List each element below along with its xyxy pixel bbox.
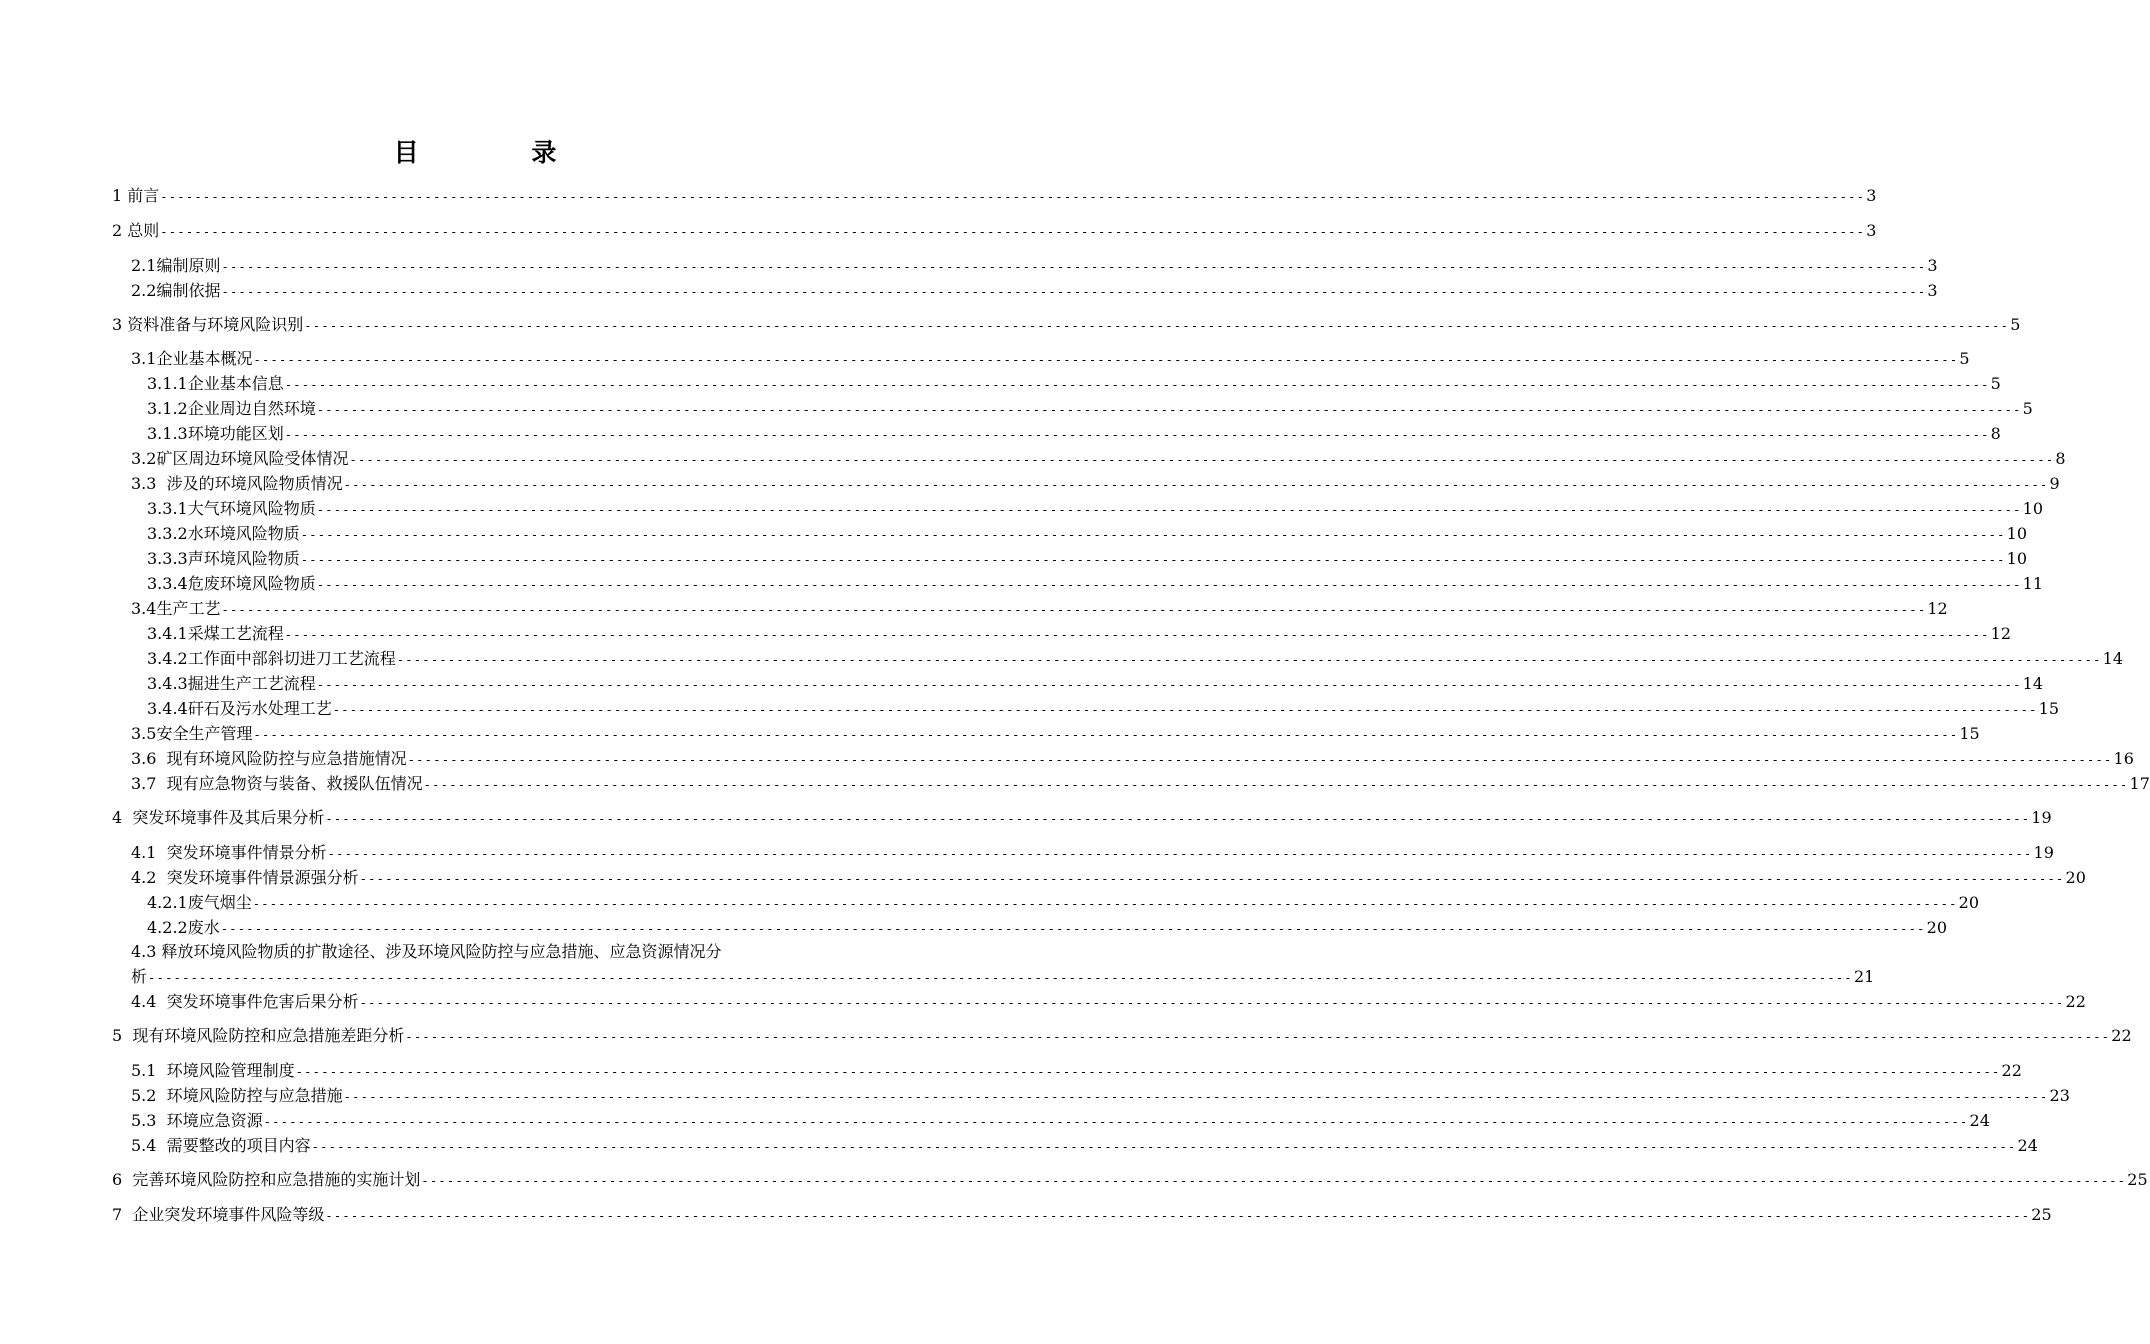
toc-entry-page: 12 [1990,624,2011,643]
toc-entry-page: 9 [2049,474,2060,493]
toc-entry-label: 5.3 环境应急资源 [131,1111,263,1130]
toc-entry-label: 4.2.2废水 [147,918,220,937]
toc-leader: -------------------------------------------------------------------------------------------------------------------------------------------------------------------------------------------------------- [304,319,2010,333]
toc-entry-label: 3.5安全生产管理 [131,724,253,743]
toc-leader: -------------------------------------------------------------------------------------------------------------------------------------------------------------------------------------------------------- [311,1140,2017,1154]
toc-entry-wrapped-label[interactable]: 4.3 释放环境风险物质的扩散途径、涉及环境风险防控与应急措施、应急资源情况分 [131,942,722,961]
toc-entry-label: 3.3.3声环境风险物质 [147,549,300,568]
toc-leader: -------------------------------------------------------------------------------------------------------------------------------------------------------------------------------------------------------- [316,403,2022,417]
toc-entry-label: 3.7 现有应急物资与装备、救援队伍情况 [131,774,423,793]
toc-entry[interactable] [112,1026,2132,1046]
toc-leader: -------------------------------------------------------------------------------------------------------------------------------------------------------------------------------------------------------- [160,225,1866,239]
toc-leader: -------------------------------------------------------------------------------------------------------------------------------------------------------------------------------------------------------- [325,812,2031,826]
toc-leader: -------------------------------------------------------------------------------------------------------------------------------------------------------------------------------------------------------- [300,553,2006,567]
toc-entry[interactable] [147,624,2011,644]
toc-entry-page: 10 [2006,549,2027,568]
toc-entry[interactable] [131,599,1948,619]
toc-entry-label: 3.1.1企业基本信息 [147,374,284,393]
toc-entry-page: 12 [1927,599,1948,618]
toc-entry-page: 24 [2017,1136,2038,1155]
toc-entry-page: 25 [2127,1170,2148,1189]
toc-entry-label: 3.4.4矸石及污水处理工艺 [147,699,332,718]
toc-entry[interactable] [131,1136,2038,1156]
toc-entry-page: 5 [1990,374,2001,393]
toc-entry[interactable] [147,399,2033,419]
toc-entry[interactable] [147,699,2059,719]
toc-leader: -------------------------------------------------------------------------------------------------------------------------------------------------------------------------------------------------------- [396,653,2102,667]
toc-entry[interactable] [112,315,2021,335]
toc-entry-page: 5 [2010,315,2021,334]
toc-entry-label: 5.2 环境风险防控与应急措施 [131,1086,343,1105]
toc-entry[interactable] [131,868,2086,888]
toc-entry-page: 15 [2038,699,2059,718]
toc-entry[interactable] [131,843,2054,863]
toc-entry[interactable] [112,1205,2052,1225]
toc-entry-page: 5 [2022,399,2033,418]
toc-entry-page: 5 [1959,349,1970,368]
toc-entry-page: 8 [2055,449,2066,468]
toc-entry-page: 22 [2111,1026,2132,1045]
toc-entry-label: 4.4 突发环境事件危害后果分析 [131,992,359,1011]
toc-entry-label: 2.2编制依据 [131,281,221,300]
toc-entry-page: 16 [2113,749,2134,768]
toc-leader: -------------------------------------------------------------------------------------------------------------------------------------------------------------------------------------------------------- [148,971,1853,985]
toc-leader: -------------------------------------------------------------------------------------------------------------------------------------------------------------------------------------------------------- [160,190,1866,204]
toc-entry-label: 4.1 突发环境事件情景分析 [131,843,327,862]
toc-entry-label: 3.3 涉及的环境风险物质情况 [131,474,343,493]
toc-leader: -------------------------------------------------------------------------------------------------------------------------------------------------------------------------------------------------------- [343,478,2049,492]
toc-entry[interactable] [131,967,1875,987]
toc-entry-label: 3.1企业基本概况 [131,349,253,368]
toc-leader: -------------------------------------------------------------------------------------------------------------------------------------------------------------------------------------------------------- [421,1174,2127,1188]
toc-entry-label: 4 突发环境事件及其后果分析 [112,808,325,827]
toc-entry-page: 8 [1990,424,2001,443]
toc-entry[interactable] [131,1061,2022,1081]
toc-entry[interactable] [147,499,2043,519]
toc-entry[interactable] [147,893,1979,913]
toc-entry-page: 3 [1866,186,1877,205]
toc-entry-page: 3 [1866,221,1877,240]
toc-entry[interactable] [131,281,1938,301]
toc-entry-page: 14 [2022,674,2043,693]
toc-leader: -------------------------------------------------------------------------------------------------------------------------------------------------------------------------------------------------------- [221,603,1927,617]
toc-leader: -------------------------------------------------------------------------------------------------------------------------------------------------------------------------------------------------------- [284,378,1990,392]
toc-entry[interactable] [131,349,1970,369]
toc-leader: -------------------------------------------------------------------------------------------------------------------------------------------------------------------------------------------------------- [327,847,2033,861]
toc-leader: -------------------------------------------------------------------------------------------------------------------------------------------------------------------------------------------------------- [316,578,2022,592]
toc-entry[interactable] [131,749,2134,769]
toc-entry-page: 15 [1959,724,1980,743]
toc-entry[interactable] [131,449,2066,469]
toc-entry-page: 20 [1958,893,1979,912]
toc-leader: -------------------------------------------------------------------------------------------------------------------------------------------------------------------------------------------------------- [220,922,1926,936]
toc-entry[interactable] [131,474,2060,494]
toc-entry-label: 析 [131,967,148,986]
toc-entry-page: 21 [1853,967,1875,986]
toc-entry-page: 22 [2001,1061,2022,1080]
page-title: 目 录 [393,138,609,167]
toc-entry-label: 3.4生产工艺 [131,599,221,618]
toc-entry-label: 3.1.2企业周边自然环境 [147,399,316,418]
toc-entry[interactable] [147,918,1947,938]
toc-entry[interactable] [147,524,2027,544]
toc-entry[interactable] [131,724,1980,744]
toc-entry[interactable] [112,1170,2148,1190]
toc-entry-label: 1 前言 [112,186,160,205]
toc-entry-page: 19 [2031,808,2052,827]
toc-entry-label: 4.2 突发环境事件情景源强分析 [131,868,359,887]
toc-entry-label: 3.3.4危废环境风险物质 [147,574,316,593]
toc-leader: -------------------------------------------------------------------------------------------------------------------------------------------------------------------------------------------------------- [349,453,2055,467]
toc-entry-page: 17 [2129,774,2150,793]
toc-leader: -------------------------------------------------------------------------------------------------------------------------------------------------------------------------------------------------------- [359,872,2065,886]
toc-entry[interactable] [147,674,2043,694]
toc-entry-page: 3 [1927,281,1938,300]
toc-entry-page: 10 [2022,499,2043,518]
toc-leader: -------------------------------------------------------------------------------------------------------------------------------------------------------------------------------------------------------- [359,996,2065,1010]
toc-entry-page: 10 [2006,524,2027,543]
toc-entry-label: 3.3.2水环境风险物质 [147,524,300,543]
toc-leader: -------------------------------------------------------------------------------------------------------------------------------------------------------------------------------------------------------- [284,428,1990,442]
toc-entry-label: 3.3.1大气环境风险物质 [147,499,316,518]
toc-entry-page: 20 [2065,868,2086,887]
toc-entry-label: 3 资料准备与环境风险识别 [112,315,304,334]
toc-entry-page: 24 [1969,1111,1990,1130]
toc-entry-label: 2 总则 [112,221,160,240]
toc-entry-page: 19 [2033,843,2054,862]
toc-entry-label: 3.1.3环境功能区划 [147,424,284,443]
toc-entry-label: 7 企业突发环境事件风险等级 [112,1205,325,1224]
toc-entry-label: 5 现有环境风险防控和应急措施差距分析 [112,1026,405,1045]
toc-entry-label: 4.2.1废气烟尘 [147,893,252,912]
toc-entry-page: 23 [2049,1086,2070,1105]
toc-leader: -------------------------------------------------------------------------------------------------------------------------------------------------------------------------------------------------------- [405,1030,2111,1044]
toc-entry-page: 3 [1927,256,1938,275]
toc-entry[interactable] [112,808,2052,828]
toc-entry-label: 6 完善环境风险防控和应急措施的实施计划 [112,1170,421,1189]
toc-leader: -------------------------------------------------------------------------------------------------------------------------------------------------------------------------------------------------------- [407,753,2113,767]
toc-leader: -------------------------------------------------------------------------------------------------------------------------------------------------------------------------------------------------------- [423,778,2129,792]
toc-entry-page: 20 [1926,918,1947,937]
toc-entry-page: 11 [2022,574,2043,593]
toc-leader: -------------------------------------------------------------------------------------------------------------------------------------------------------------------------------------------------------- [252,897,1958,911]
toc-entry[interactable] [131,256,1938,276]
toc-entry[interactable] [147,549,2027,569]
toc-entry[interactable] [147,424,2001,444]
toc-leader: -------------------------------------------------------------------------------------------------------------------------------------------------------------------------------------------------------- [253,353,1959,367]
toc-leader: -------------------------------------------------------------------------------------------------------------------------------------------------------------------------------------------------------- [221,285,1927,299]
toc-leader: -------------------------------------------------------------------------------------------------------------------------------------------------------------------------------------------------------- [295,1065,2001,1079]
toc-entry-page: 22 [2065,992,2086,1011]
toc-entry-label: 3.4.1采煤工艺流程 [147,624,284,643]
toc-entry-label: 2.1编制原则 [131,256,221,275]
toc-leader: -------------------------------------------------------------------------------------------------------------------------------------------------------------------------------------------------------- [316,503,2022,517]
toc-entry[interactable] [131,1111,1990,1131]
toc-entry[interactable] [147,374,2001,394]
toc-entry[interactable] [112,186,1877,206]
toc-entry[interactable] [147,649,2123,669]
toc-leader: -------------------------------------------------------------------------------------------------------------------------------------------------------------------------------------------------------- [221,260,1927,274]
toc-entry[interactable] [147,574,2043,594]
toc-leader: -------------------------------------------------------------------------------------------------------------------------------------------------------------------------------------------------------- [263,1115,1969,1129]
toc-entry[interactable] [131,1086,2070,1106]
toc-entry-label: 3.2矿区周边环境风险受体情况 [131,449,349,468]
toc-leader: -------------------------------------------------------------------------------------------------------------------------------------------------------------------------------------------------------- [325,1209,2031,1223]
toc-entry[interactable] [131,992,2086,1012]
toc-entry[interactable] [112,221,1877,241]
toc-leader: -------------------------------------------------------------------------------------------------------------------------------------------------------------------------------------------------------- [284,628,1990,642]
toc-leader: -------------------------------------------------------------------------------------------------------------------------------------------------------------------------------------------------------- [300,528,2006,542]
toc-entry-label: 5.4 需要整改的项目内容 [131,1136,311,1155]
toc-entry-label: 5.1 环境风险管理制度 [131,1061,295,1080]
toc-leader: -------------------------------------------------------------------------------------------------------------------------------------------------------------------------------------------------------- [253,728,1959,742]
toc-leader: -------------------------------------------------------------------------------------------------------------------------------------------------------------------------------------------------------- [343,1090,2049,1104]
toc-entry-page: 25 [2031,1205,2052,1224]
toc-entry-label: 3.4.2工作面中部斜切进刀工艺流程 [147,649,396,668]
toc-entry[interactable] [131,774,2150,794]
toc-entry-label: 3.4.3掘进生产工艺流程 [147,674,316,693]
toc-leader: -------------------------------------------------------------------------------------------------------------------------------------------------------------------------------------------------------- [316,678,2022,692]
toc-leader: -------------------------------------------------------------------------------------------------------------------------------------------------------------------------------------------------------- [332,703,2038,717]
toc-entry-label: 3.6 现有环境风险防控与应急措施情况 [131,749,407,768]
toc-entry-page: 14 [2102,649,2123,668]
